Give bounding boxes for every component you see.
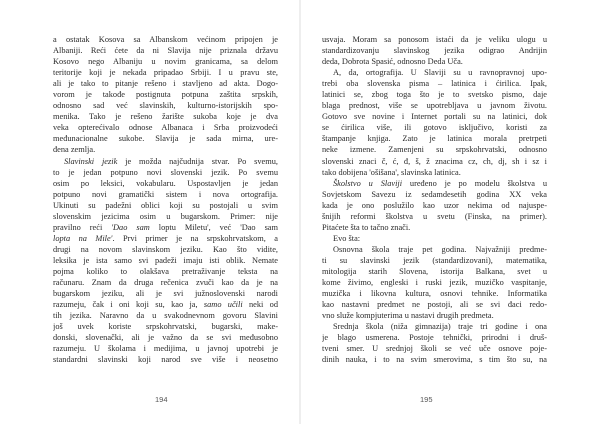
text-line: bugarskom jeziku, ali je svi južnoslovenski narodi (53, 289, 278, 299)
text-line: Pitaćete šta to tačno znači. (322, 222, 411, 232)
text-line: tih jezika. Naravno da u svakodnevnom govoru Slavini (53, 311, 278, 321)
text-line: donski, slovenački, ali je važno da se svi međusobno (53, 333, 278, 343)
text-line: menika. Tako je rešeno žarište sukoba koje je dva (53, 112, 278, 122)
text-line: računaru. Znam da druga rečenica zvuči kao da je na (53, 278, 278, 288)
text-line: Albaniji. Reći ćete da ni Slavija nije priznala državu (53, 46, 278, 56)
text-line: trebi oba slovenska pisma – latinica i ćirilica. Ipak, (322, 79, 547, 89)
text-line: Ukinuti su padežni oblici koji su postojali u svim (53, 200, 278, 210)
text-line: štampanje knjiga. Zato je latinica morala pretrpeti (322, 134, 547, 144)
page-number-right: 195 (420, 395, 433, 404)
text-line: usvaja. Moram sa ponosom istaći da je veliku ulogu u (322, 35, 547, 44)
text-line: Osnovna škola traje pet godina. Najvažniji predme- (333, 244, 547, 254)
text-line: odnosno sad već slavinskih, kulturno-istorijskih spo- (53, 101, 278, 111)
text-line: lopta na Mile'. Prvi primer je na srpskohrvatskom, a (53, 233, 278, 243)
text-line: još uvek koriste srpskohrvatski, bugarski, make- (53, 322, 278, 332)
left-page (53, 34, 278, 365)
text-line: đena zemlja. (53, 145, 96, 155)
text-line: Evo šta: (333, 233, 361, 243)
text-line: standardizovanju slavinskog jezika odigrao Andrijin (322, 46, 547, 56)
text-line: ali je tako to pitanje rešeno i stavljeno ad akta. Dogo- (53, 79, 278, 89)
text-line: međunacionalne sukobe. Slavija je sada mirna, ure- (53, 134, 278, 144)
text-line: neke izmene. Zamenjeni su srpskohrvatski, odnosno (322, 145, 547, 155)
text-line: slovenskim jezicima osim u bugarskom. Primer: nije (53, 211, 278, 221)
text-line: osim po leksici, vokabularu. Uspostavljen je jedan (53, 178, 278, 188)
text-line: kada je ono poslužilo kao uzor nekima od najuspe- (322, 200, 547, 210)
text-line: tako dobijena 'ošišana', slavinska latinica. (322, 167, 461, 177)
right-page (322, 34, 547, 365)
text-line: Slavinski jezik je možda najčudnija stvar. Po svemu, (64, 156, 278, 166)
text-line: mitologija starih Slovena, istorija Balkana, svet u (322, 266, 547, 276)
text-line: razumeju. U školama i medijima, u javnoj upotrebi je (53, 344, 278, 354)
text-line: vorom je takođe postignuta potpuna zaštita srpskih, (53, 90, 278, 100)
text-line: a ostatak Kosova sa Albanskom većinom pripojen je (53, 35, 278, 44)
text-line: je blago usmerena. Postoje tehnički, prirodni i druš- (322, 333, 547, 343)
text-line: deda, Dobrota Spasić, odnosno Deda Uča. (322, 57, 463, 67)
text-line: Školstvo u Slaviji uređeno je po modelu školstva u (333, 178, 547, 188)
text-line: teritorije koji je nekada pripadao Srbiji. I u pravu ste, (53, 68, 278, 78)
text-line: Gotovo sve novine i Internet portali su na latinici, dok (322, 112, 547, 122)
text-line: veka opterećivalo odnose Albanaca i Srba proizvodeći (53, 123, 278, 133)
text-line: drugi na novom slavinskom jeziku. Kao što vidite, (53, 244, 278, 254)
text-line: kome živimo, engleski i ruski jezik, muzičko vaspitanje, (322, 278, 547, 288)
text-line: se ćirilica više, ili gotovo isključivo, koristi za (322, 123, 547, 133)
text-line: Srednja škola (niža gimnazija) traje tri godine i ona (333, 322, 547, 332)
text-line: muzička i likovna kultura, osnovi tehnike. Informatika (322, 289, 547, 299)
text-line: pojma koliko to olakšava pretraživanje teksta na (53, 266, 278, 276)
text-line: blaga prednost, više se upotrebljava u javnom životu. (322, 101, 547, 111)
text-line: leksika je ista samo svi padeži imaju isti oblik. Nemate (53, 255, 278, 265)
text-line: vno služe kompjuterima u nastavi drugih predmeta. (322, 311, 494, 321)
page-number-left: 194 (155, 395, 168, 404)
text-line: šnijih reformi školstva u svetu (Finska, na primer). (322, 211, 547, 221)
text-line: Kosovo nego Albaniju u novim granicama, sa delom (53, 57, 278, 67)
text-line: dinih nauka, i to na svim smerovima, s tim što su, na (322, 355, 547, 365)
text-line: pravilno reći 'Dao sam loptu Miletu', već 'Dao sam (53, 222, 278, 232)
text-line: potpuno novi gramatički sistem i nova ortografija. (53, 189, 278, 199)
text-line: razumeju, čak i oni koji su, kao ja, samo učili neki od (53, 300, 278, 310)
text-line: latinici se, zbog toga što je to svetsko pismo, daje (322, 90, 547, 100)
text-line: tveni smer. U srednjoj školi se već uče osnove poje- (322, 344, 547, 354)
text-line: standardni slavinski koji narod sve više i neosetno (53, 355, 278, 365)
text-line: slovenski znaci č, ć, đ, š, ž znacima cz, ch, dj, sh i sz i (322, 156, 547, 166)
text-line: Sovjetskom Savezu iz sedamdesetih godina XX veka (322, 189, 547, 199)
text-line: ti su slavinski jezik (standardizovani), matematika, (322, 255, 547, 265)
text-line: kao nastavni predmet ne postoji, ali se svi đaci redo- (322, 300, 547, 310)
text-line: to je jedan potpuno novi slovenski jezik. Po svemu (53, 167, 278, 177)
book-gutter (299, 0, 301, 424)
text-line: A, da, ortografija. U Slaviji su u ravnopravnoj upo- (333, 68, 547, 78)
